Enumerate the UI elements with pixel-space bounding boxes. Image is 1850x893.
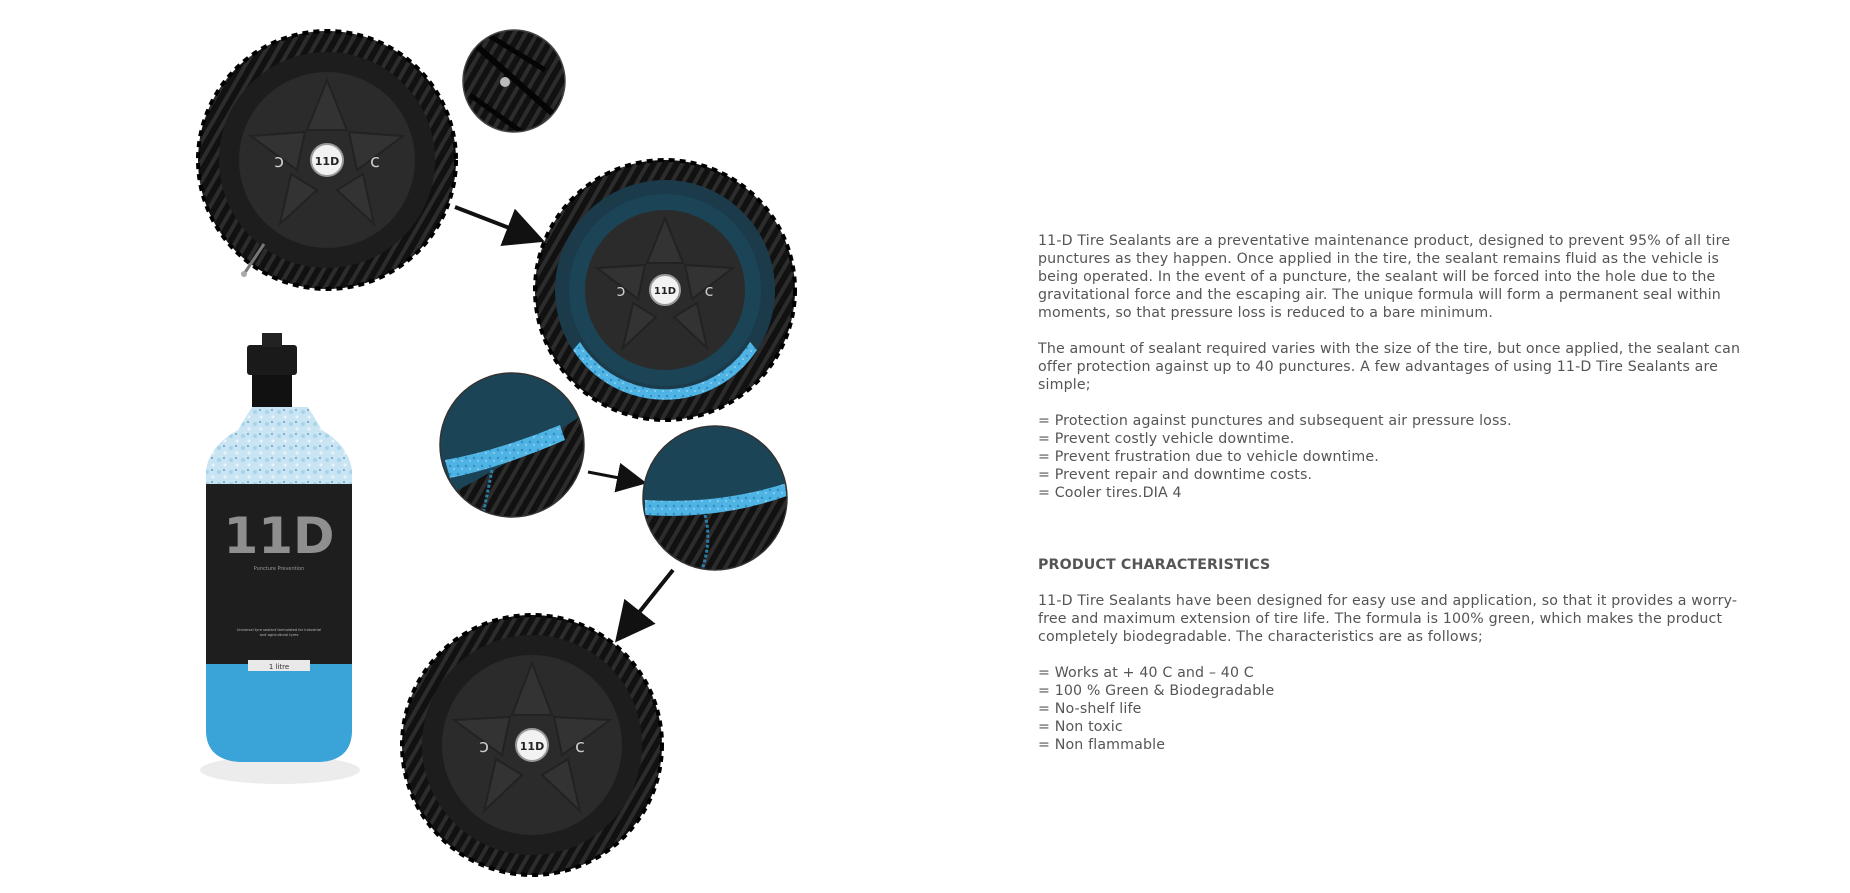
list-item: = 100 % Green & Biodegradable: [1038, 683, 1275, 699]
list-item: = Prevent repair and downtime costs.: [1038, 467, 1313, 483]
bottle-volume: 1 litre: [268, 663, 290, 671]
svg-text:ↄ: ↄ: [479, 736, 489, 757]
wheel-with-nail: [198, 31, 456, 289]
svg-text:c: c: [704, 281, 714, 300]
arrow-icon: [625, 570, 673, 630]
bottle-description: Universal tyre sealant formulated for industrial and agricultural tyres: [236, 628, 322, 637]
svg-text:c: c: [575, 736, 585, 757]
list-item: = Cooler tires.DIA 4: [1038, 485, 1182, 501]
list-item: = Protection against punctures and subsequent air pressure loss.: [1038, 413, 1512, 429]
wheel-badge-text: 11D: [653, 286, 677, 297]
svg-text:c: c: [370, 151, 380, 172]
product-description: [1038, 232, 1758, 754]
section-heading: PRODUCT CHARACTERISTICS: [1038, 557, 1271, 573]
sealant-bottle: [200, 333, 360, 784]
list-item: = Prevent frustration due to vehicle downtime.: [1038, 449, 1379, 465]
list-item: = Non flammable: [1038, 737, 1166, 753]
bottle-subtitle: Puncture Prevention: [253, 566, 305, 572]
advantages-list: [1038, 412, 1758, 502]
list-item: = Non toxic: [1038, 719, 1123, 735]
svg-text:ↄ: ↄ: [274, 151, 284, 172]
puncture-closeup-image: [460, 28, 570, 138]
wheel-with-sealant: [535, 160, 795, 420]
intro-paragraph-1: 11-D Tire Sealants are a preventative maintenance product, designed to prevent 95% of all tire punctures as they happen. Once applied in the tire, the sealant remains fluid as the vehicle is being operated. In the event of a puncture, the sealant will be forced into the hole due to the gravitational force and the escaping air. The unique formula will form a permanent seal within moments, so that pressure loss is reduced to a bare minimum.: [1038, 233, 1731, 321]
arrow-icon: [455, 207, 530, 236]
bottle-brand: 11D: [223, 507, 335, 565]
list-item: = Prevent costly vehicle downtime.: [1038, 431, 1295, 447]
characteristics-paragraph: 11-D Tire Sealants have been designed for easy use and application, so that it provides a worry-free and maximum extension of tire life. The formula is 100% green, which makes the product completely biodegradable. The characteristics are as follows;: [1038, 593, 1738, 645]
wheel-badge-text: 11D: [314, 155, 340, 168]
list-item: = No-shelf life: [1038, 701, 1142, 717]
wheel-sealed: [402, 615, 662, 875]
svg-text:ↄ: ↄ: [616, 281, 626, 300]
product-illustration: [0, 0, 820, 893]
wheel-badge-text: 11D: [519, 740, 545, 753]
list-item: = Works at + 40 C and – 40 C: [1038, 665, 1254, 681]
characteristics-list: [1038, 664, 1758, 754]
arrow-icon: [588, 472, 635, 481]
intro-paragraph-2: The amount of sealant required varies with the size of the tire, but once applied, the sealant can offer protection against up to 40 punctures. A few advantages of using 11-D Tire Sealants are simple;: [1038, 341, 1741, 393]
